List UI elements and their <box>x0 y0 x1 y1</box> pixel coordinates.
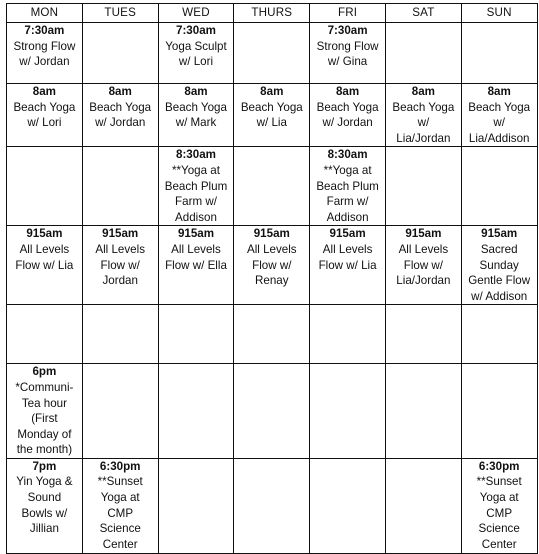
class-time: 8:30am <box>327 148 368 162</box>
class-description-line: w/ <box>493 116 505 130</box>
class-description-line: Gentle Flow <box>468 274 531 288</box>
class-description-line: CMP <box>486 506 513 520</box>
class-cell-tues <box>82 226 158 305</box>
class-description-line: All Levels <box>95 242 145 256</box>
empty-cell <box>82 147 158 226</box>
class-time: 8am <box>184 85 208 98</box>
class-time: 8am <box>487 85 511 98</box>
class-description-line: All Levels <box>246 242 297 256</box>
class-description-line: Sound <box>27 491 62 505</box>
class-time: 6:30pm <box>478 459 520 473</box>
class-time: 8am <box>108 85 132 98</box>
class-cell-mon <box>7 364 83 459</box>
class-time: 915am <box>26 227 63 241</box>
class-time: 915am <box>481 227 518 241</box>
class-description-line: Jordan <box>102 274 138 288</box>
class-cell-tues <box>82 458 158 553</box>
class-cell-sun <box>461 226 537 305</box>
empty-cell <box>310 364 386 459</box>
class-description-line: Beach Yoga <box>89 100 152 114</box>
empty-cell <box>158 364 234 459</box>
class-cell-thurs <box>234 84 310 147</box>
class-description-line: CMP <box>107 506 134 520</box>
class-time: 8am <box>335 85 360 98</box>
class-description-line: Flow w/ Lia <box>15 258 74 272</box>
class-description-line: Center <box>102 537 138 551</box>
empty-cell <box>385 458 461 553</box>
day-header-row <box>7 4 538 23</box>
class-description-line: **Sunset <box>97 475 143 489</box>
schedule-row <box>7 147 538 226</box>
class-description-line: Farm w/ <box>326 195 369 209</box>
class-description-line: Beach Yoga <box>316 100 379 114</box>
class-description-line: Flow w/ <box>403 258 444 272</box>
empty-cell <box>385 364 461 459</box>
empty-cell <box>158 305 234 364</box>
class-description-line: **Sunset <box>476 475 522 489</box>
class-description-line: w/ Lia <box>256 116 287 130</box>
empty-cell <box>82 305 158 364</box>
class-description-line: Beach Yoga <box>468 100 531 114</box>
empty-cell <box>461 23 537 84</box>
class-time: 8am <box>411 85 435 98</box>
class-time: 915am <box>405 227 442 241</box>
day-header-sat: SAT <box>385 4 461 23</box>
class-description-line: (First <box>31 412 58 426</box>
class-description-line: All Levels <box>322 242 373 256</box>
class-description-line: Addison <box>175 210 217 224</box>
day-header-mon: MON <box>7 4 83 23</box>
empty-cell <box>385 23 461 84</box>
schedule-row <box>7 84 538 147</box>
class-description-line: Yoga at <box>100 491 140 505</box>
class-time: 915am <box>102 227 139 241</box>
class-description-line: w/ Gina <box>327 55 368 69</box>
class-description-line: Monday of <box>17 427 72 441</box>
class-description-line: **Yoga at <box>172 163 220 177</box>
class-description-line: All Levels <box>171 242 221 256</box>
empty-cell <box>234 147 310 226</box>
class-description-line: *Communi- <box>15 380 74 394</box>
class-time: 915am <box>177 227 215 241</box>
day-header-thurs: THURS <box>234 4 310 23</box>
class-time: 915am <box>253 227 290 241</box>
day-header-fri: FRI <box>310 4 386 23</box>
class-description-line: w/ Jordan <box>95 116 146 130</box>
class-description-line: Flow w/ <box>100 258 140 272</box>
class-description-line: Flow w/ Ella <box>165 258 227 272</box>
class-cell-mon <box>7 84 83 147</box>
class-description-line: Strong Flow <box>316 39 379 53</box>
empty-cell <box>82 23 158 84</box>
empty-cell <box>461 305 537 364</box>
class-description-line: Sacred <box>480 242 518 256</box>
class-description-line: w/ Lori <box>178 55 214 69</box>
empty-cell <box>461 364 537 459</box>
class-description-line: Beach Yoga <box>392 100 455 114</box>
class-description-line: Sunday <box>479 258 519 272</box>
class-description-line: Addison <box>326 210 369 224</box>
class-description-line: Renay <box>255 274 289 288</box>
empty-cell <box>234 364 310 459</box>
class-description-line: w/ Addison <box>471 289 528 303</box>
schedule-row <box>7 23 538 84</box>
empty-cell <box>234 23 310 84</box>
empty-cell <box>7 305 83 364</box>
empty-cell <box>310 458 386 553</box>
schedule-row <box>7 226 538 305</box>
class-time: 7pm <box>32 459 57 473</box>
weekly-class-schedule <box>6 3 538 554</box>
class-time: 8am <box>260 85 284 98</box>
class-cell-mon <box>7 458 83 553</box>
class-description-line: Beach Plum <box>316 179 379 193</box>
class-cell-wed <box>158 147 234 226</box>
class-cell-fri <box>310 84 386 147</box>
empty-cell <box>82 364 158 459</box>
day-header-tues: TUES <box>82 4 158 23</box>
class-time: 7:30am <box>327 24 368 37</box>
class-description-line: All Levels <box>19 242 70 256</box>
class-description-line: w/ Mark <box>175 116 217 130</box>
class-cell-wed <box>158 226 234 305</box>
class-description-line: w/ <box>417 116 430 130</box>
class-time: 915am <box>329 227 366 241</box>
class-cell-fri <box>310 23 386 84</box>
class-cell-fri <box>310 226 386 305</box>
class-description-line: Tea hour <box>21 396 67 410</box>
day-header-sun: SUN <box>461 4 537 23</box>
class-description-line: w/ Jordan <box>19 55 70 69</box>
class-description-line: Jillian <box>29 522 59 536</box>
class-description-line: Yin Yoga & <box>16 475 73 489</box>
class-description-line: **Yoga at <box>323 163 372 177</box>
class-time: 8:30am <box>176 148 216 162</box>
empty-cell <box>158 458 234 553</box>
schedule-row <box>7 458 538 553</box>
class-description-line: Science <box>99 522 141 536</box>
class-description-line: Beach Plum <box>164 179 228 193</box>
empty-cell <box>385 147 461 226</box>
class-description-line: Beach Yoga <box>240 100 303 114</box>
class-description-line: Flow w/ Lia <box>318 258 377 272</box>
class-description-line: Beach Yoga <box>13 100 76 114</box>
empty-cell <box>461 147 537 226</box>
class-description-line: Yoga Sculpt <box>165 39 227 53</box>
class-description-line: Center <box>481 537 517 551</box>
empty-cell <box>385 305 461 364</box>
class-cell-sun <box>461 458 537 553</box>
class-description-line: Science <box>478 522 520 536</box>
class-time: 7:30am <box>176 24 216 37</box>
class-description-line: Bowls w/ <box>21 506 68 520</box>
class-description-line: Yoga at <box>479 491 519 505</box>
class-time: 8am <box>32 85 56 98</box>
class-cell-sat <box>385 84 461 147</box>
class-description-line: Lia/Jordan <box>396 131 451 145</box>
class-cell-wed <box>158 23 234 84</box>
class-cell-thurs <box>234 226 310 305</box>
class-cell-fri <box>310 147 386 226</box>
class-time: 6:30pm <box>99 459 141 473</box>
empty-cell <box>234 458 310 553</box>
class-cell-tues <box>82 84 158 147</box>
day-header-wed: WED <box>158 4 234 23</box>
class-cell-wed <box>158 84 234 147</box>
class-description-line: Lia/Jordan <box>396 274 451 288</box>
class-description-line: Strong Flow <box>13 39 76 53</box>
class-cell-mon <box>7 226 83 305</box>
schedule-row <box>7 305 538 364</box>
class-description-line: Farm w/ <box>175 195 217 209</box>
class-description-line: Beach Yoga <box>165 100 227 114</box>
empty-cell <box>7 147 83 226</box>
class-cell-mon <box>7 23 83 84</box>
empty-cell <box>234 305 310 364</box>
class-cell-sun <box>461 84 537 147</box>
class-description-line: Lia/Addison <box>468 131 530 145</box>
class-cell-sat <box>385 226 461 305</box>
class-description-line: All Levels <box>398 242 449 256</box>
class-description-line: w/ Jordan <box>322 116 373 130</box>
class-description-line: w/ Lori <box>27 116 62 130</box>
class-description-line: the month) <box>16 443 73 457</box>
empty-cell <box>310 305 386 364</box>
class-time: 7:30am <box>24 24 65 37</box>
schedule-row <box>7 364 538 459</box>
class-description-line: Flow w/ <box>252 258 292 272</box>
class-time: 6pm <box>32 365 57 379</box>
